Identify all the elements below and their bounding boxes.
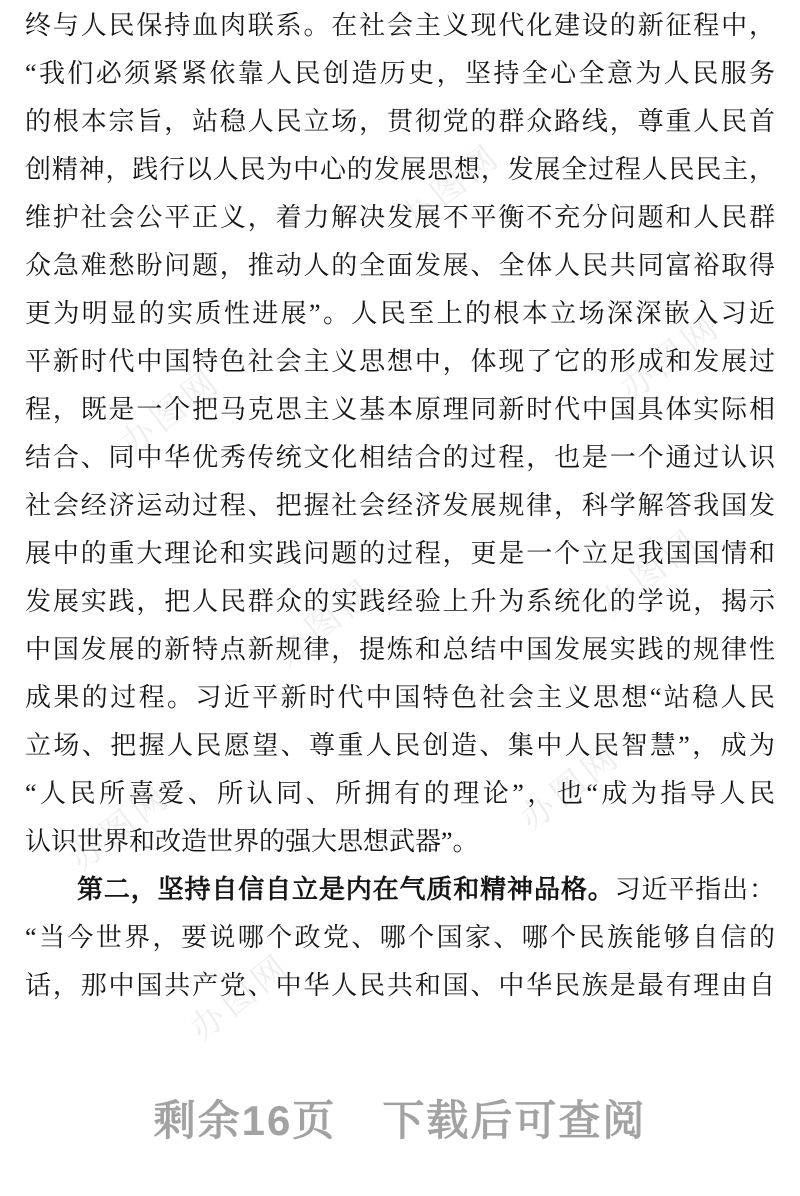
watermark-text: 办图网 [592, 521, 709, 624]
text-line: 社会经济运动过程、把握社会经济发展规律，科学解答我国发 [25, 491, 775, 520]
paragraph-heading-line [25, 866, 775, 914]
text-line: 更为明显的实质性进展”。人民至上的根本立场深深嵌入习近 [25, 299, 775, 328]
text-line: “我们必须紧紧依靠人民创造历史，坚持全心全意为人民服务 [25, 59, 775, 88]
text-line: 维护社会公平正义，着力解决发展不平衡不充分问题和人民群 [25, 203, 775, 232]
heading-bold-text: 第二，坚持自信自立是内在气质和精神品格。 [77, 875, 615, 904]
text-line: 展中的重大理论和实践问题的过程，更是一个立足我国国情和 [25, 539, 775, 568]
text-line: “人民所喜爱、所认同、所拥有的理论”，也“成为指导人民 [25, 779, 775, 808]
pages-remaining-label: 剩余16页 [153, 1097, 337, 1144]
preview-footer [0, 1088, 800, 1148]
watermark-text: 办图网 [267, 571, 384, 674]
text-line: 成果的过程。习近平新时代中国特色社会主义思想“站稳人民 [25, 683, 775, 712]
text-line: 认识世界和改造世界的强大思想武器”。 [25, 827, 479, 856]
watermark-text: 办图网 [182, 946, 299, 1049]
heading-rest-text: 习近平指出： [614, 875, 775, 904]
watermark-text: 办图网 [512, 736, 629, 839]
text-line: 结合、同中华优秀传统文化相结合的过程，也是一个通过认识 [25, 443, 775, 472]
watermark-text: 办图网 [612, 306, 729, 409]
text-line: 立场、把握人民愿望、尊重人民创造、集中人民智慧”，成为 [25, 731, 775, 760]
watermark-text: 办图网 [392, 136, 509, 239]
text-line: 平新时代中国特色社会主义思想中，体现了它的形成和发展过 [25, 347, 775, 376]
text-line: 中国发展的新特点新规律，提炼和总结中国发展实践的规律性 [25, 635, 775, 664]
text-line: 话，那中国共产党、中华人民共和国、中华民族是最有理由自 [25, 971, 775, 1000]
text-line: “当今世界，要说哪个政党、哪个国家、哪个民族能够自信的 [25, 923, 775, 952]
text-line: 创精神，践行以人民为中心的发展思想，发展全过程人民民主， [25, 155, 775, 184]
download-hint-label: 下载后可查阅 [382, 1097, 647, 1144]
text-line: 的根本宗旨，站稳人民立场，贯彻党的群众路线，尊重人民首 [25, 107, 775, 136]
watermark-text: 办图网 [62, 776, 179, 879]
text-line: 程，既是一个把马克思主义基本原理同新时代中国具体实际相 [25, 395, 775, 424]
text-line: 终与人民保持血肉联系。在社会主义现代化建设的新征程中， [25, 11, 775, 40]
document-body [25, 2, 775, 1010]
watermark-text: 办图网 [112, 361, 229, 464]
text-line: 众急难愁盼问题，推动人的全面发展、全体人民共同富裕取得 [25, 251, 775, 280]
text-line: 发展实践，把人民群众的实践经验上升为系统化的学说，揭示 [25, 587, 775, 616]
